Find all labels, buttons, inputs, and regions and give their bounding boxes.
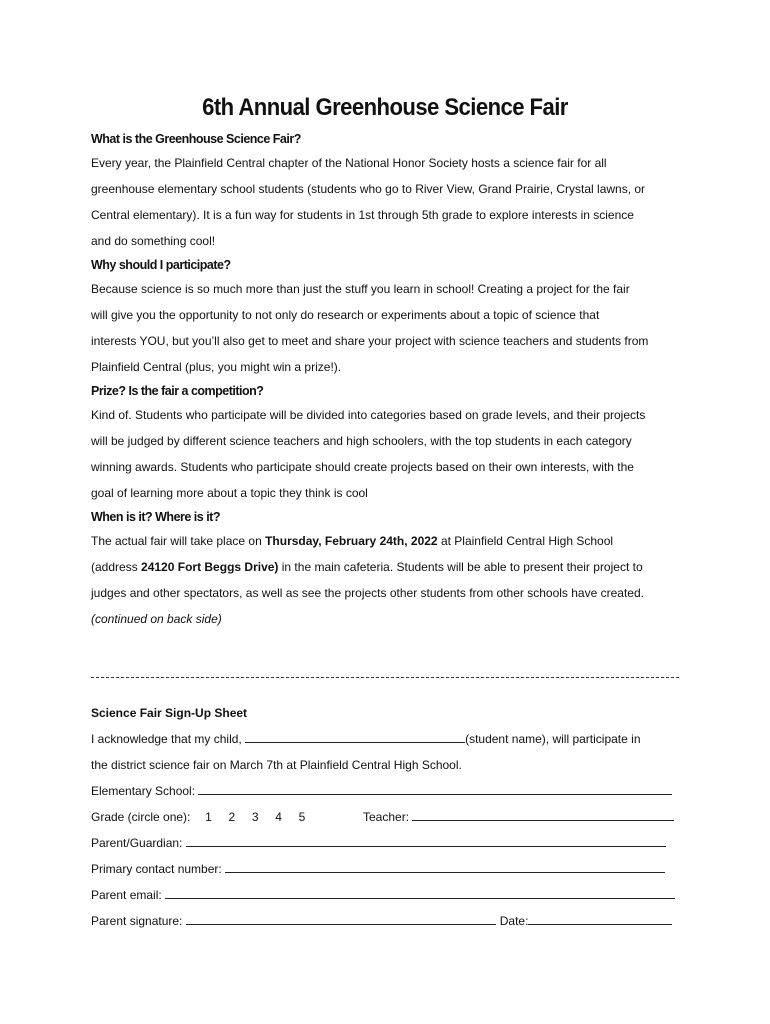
grade-option[interactable]: 2 bbox=[228, 810, 236, 824]
fair-address: 24120 Fort Beggs Drive) bbox=[141, 560, 279, 574]
paragraph-line: interests YOU, but you’ll also get to meet and share your project with science teachers and students from bbox=[91, 334, 649, 348]
grade-option[interactable]: 1 bbox=[205, 810, 212, 824]
acknowledge-line-2: the district science fair on March 7th at Plainfield Central High School. bbox=[91, 758, 462, 772]
grade-option[interactable]: 4 bbox=[275, 810, 282, 824]
heading-what: What is the Greenhouse Science Fair? bbox=[91, 132, 301, 146]
paragraph-line: Plainfield Central (plus, you might win a prize!). bbox=[91, 360, 342, 374]
text-span: in the main cafeteria. Students will be able to present their project to bbox=[278, 560, 643, 574]
paragraph-line bbox=[91, 528, 691, 554]
email-row bbox=[91, 882, 691, 908]
continued-note: (continued on back side) bbox=[91, 612, 222, 626]
student-name-field[interactable] bbox=[245, 730, 465, 743]
contact-number-field[interactable] bbox=[225, 860, 665, 873]
contact-label: Primary contact number: bbox=[91, 862, 226, 876]
signup-form bbox=[91, 700, 691, 934]
parent-label: Parent/Guardian: bbox=[91, 836, 186, 850]
fair-date: Thursday, February 24th, 2022 bbox=[265, 534, 438, 548]
school-row bbox=[91, 778, 691, 804]
paragraph-line: Central elementary). It is a fun way for students in 1st through 5th grade to explore interests in science bbox=[91, 208, 634, 222]
heading-why: Why should I participate? bbox=[91, 258, 231, 272]
ack-text: (student name), will participate in bbox=[465, 732, 641, 746]
page-title: 6th Annual Greenhouse Science Fair bbox=[202, 94, 568, 121]
text-span: The actual fair will take place on bbox=[91, 534, 266, 548]
heading-prize: Prize? Is the fair a competition? bbox=[91, 384, 264, 398]
parent-email-field[interactable] bbox=[165, 886, 675, 899]
paragraph-line: will give you the opportunity to not only do research or experiments about a topic of science that bbox=[91, 308, 600, 322]
text-span: (address bbox=[91, 560, 142, 574]
paragraph-line: and do something cool! bbox=[91, 234, 216, 248]
parent-guardian-field[interactable] bbox=[186, 834, 666, 847]
cut-line-divider bbox=[91, 677, 679, 678]
signature-label: Parent signature: bbox=[91, 914, 186, 928]
paragraph-line: Because science is so much more than just the stuff you learn in school! Creating a project for the fair bbox=[91, 282, 630, 296]
text-span: at Plainfield Central High School bbox=[437, 534, 614, 548]
date-label: Date: bbox=[499, 914, 529, 928]
heading-when: When is it? Where is it? bbox=[91, 510, 220, 524]
date-field[interactable] bbox=[528, 912, 672, 925]
email-label: Parent email: bbox=[91, 888, 166, 902]
signature-row bbox=[91, 908, 691, 934]
signup-heading: Science Fair Sign-Up Sheet bbox=[91, 706, 248, 720]
grade-option[interactable]: 3 bbox=[251, 810, 259, 824]
teacher-field[interactable] bbox=[412, 808, 674, 821]
paragraph-line: Every year, the Plainfield Central chapter of the National Honor Society hosts a science fair for all bbox=[91, 156, 607, 170]
elementary-school-field[interactable] bbox=[198, 782, 672, 795]
parent-row bbox=[91, 830, 691, 856]
grade-teacher-row bbox=[91, 804, 691, 830]
contact-row bbox=[91, 856, 691, 882]
teacher-label: Teacher: bbox=[363, 810, 413, 824]
grade-option[interactable]: 5 bbox=[298, 810, 306, 824]
paragraph-line: will be judged by different science teachers and high schoolers, with the top students in each category bbox=[91, 434, 632, 448]
grade-label: Grade (circle one): bbox=[91, 810, 191, 824]
school-label: Elementary School: bbox=[91, 784, 199, 798]
paragraph-line: goal of learning more about a topic they think is cool bbox=[91, 486, 368, 500]
acknowledge-line bbox=[91, 726, 691, 752]
paragraph-line: judges and other spectators, as well as see the projects other students from other schools have created. bbox=[91, 586, 644, 600]
paragraph-line bbox=[91, 554, 691, 580]
paragraph-line: greenhouse elementary school students (students who go to River View, Grand Prairie, Crystal lawns, or bbox=[91, 182, 646, 196]
info-content bbox=[91, 128, 691, 632]
ack-text: I acknowledge that my child, bbox=[91, 732, 246, 746]
paragraph-line: winning awards. Students who participate should create projects based on their own interests, with the bbox=[91, 460, 634, 474]
parent-signature-field[interactable] bbox=[186, 912, 496, 925]
paragraph-line: Kind of. Students who participate will be divided into categories based on grade levels, and their projects bbox=[91, 408, 646, 422]
teacher-group bbox=[363, 804, 674, 830]
